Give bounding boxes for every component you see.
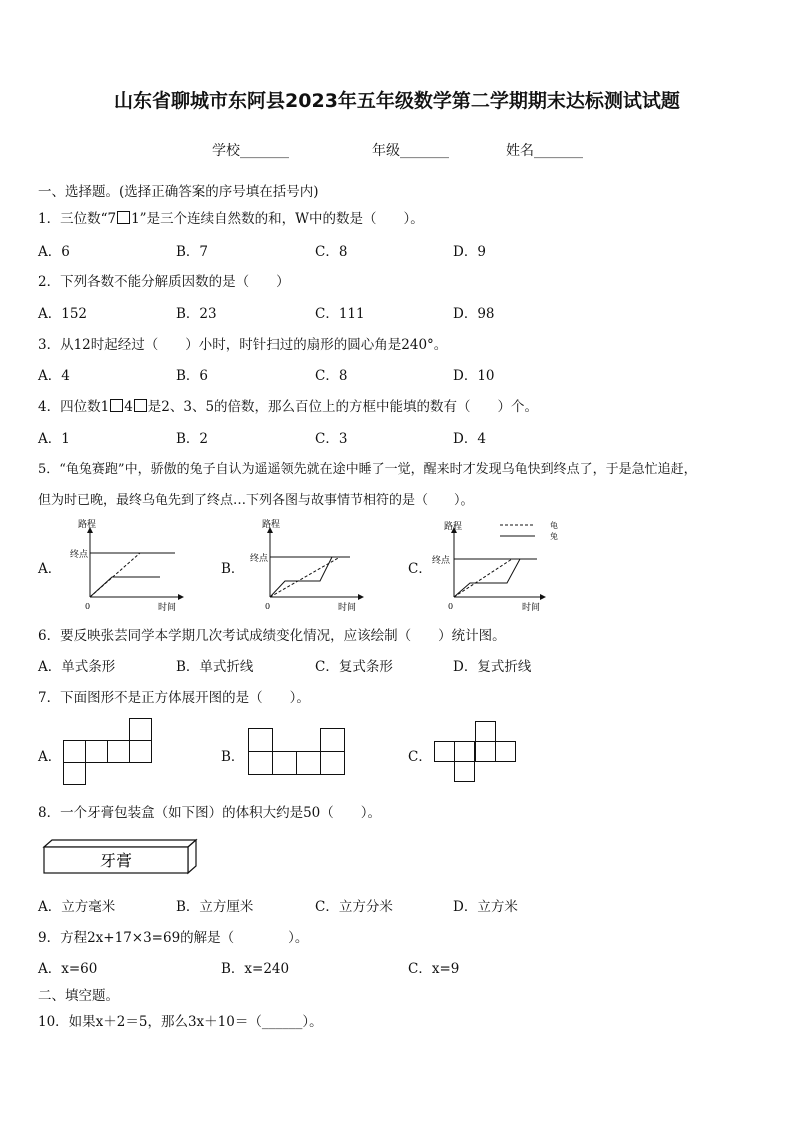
section-1-heading: 一、选择题。(选择正确答案的序号填在括号内) bbox=[38, 184, 319, 200]
question-7-option-b: B． bbox=[221, 749, 245, 765]
grade-field: 年级_______ bbox=[372, 143, 449, 159]
question-8-option-d: D．立方米 bbox=[453, 899, 518, 915]
x-axis-label: 时间 bbox=[338, 603, 357, 612]
legend-turtle-label: 龟 bbox=[550, 521, 558, 530]
y-axis-label: 路程 bbox=[262, 520, 281, 530]
toothpaste-box-label: 牙膏 bbox=[99, 851, 133, 870]
question-9-option-a: A．x=60 bbox=[38, 961, 98, 977]
question-9-stem: 9．方程2x+17×3=69的解是（ ）。 bbox=[38, 930, 309, 946]
question-4-option-d: D．4 bbox=[453, 431, 486, 447]
question-8-option-c: C．立方分米 bbox=[315, 899, 393, 915]
origin-label: 0 bbox=[85, 602, 91, 611]
question-6-option-a: A．单式条形 bbox=[38, 659, 116, 675]
question-3-stem: 3．从12时起经过（ ）小时，时针扫过的扇形的圆心角是240°。 bbox=[38, 337, 448, 353]
question-5-stem-line-2: 但为时已晚，最终乌龟先到了终点…下列各图与故事情节相符的是（ ）。 bbox=[38, 493, 474, 508]
question-5-option-b: B． bbox=[221, 561, 245, 577]
question-4-option-a: A．1 bbox=[38, 431, 70, 447]
question-2-option-a: A．152 bbox=[38, 306, 88, 322]
question-3-option-b: B．6 bbox=[176, 368, 209, 384]
question-5-option-a: A． bbox=[38, 561, 62, 577]
question-3-option-c: C．8 bbox=[315, 368, 348, 384]
question-9-option-c: C．x=9 bbox=[408, 961, 460, 977]
question-7-option-c: C． bbox=[408, 749, 432, 765]
blank-box-icon bbox=[134, 399, 147, 412]
question-8-option-a: A．立方毫米 bbox=[38, 899, 116, 915]
name-field: 姓名_______ bbox=[506, 143, 583, 159]
net-a bbox=[63, 718, 155, 786]
question-1-option-b: B．7 bbox=[176, 244, 209, 260]
net-b bbox=[248, 728, 348, 776]
net-c bbox=[434, 721, 520, 785]
question-1-option-a: A．6 bbox=[38, 244, 70, 260]
question-7-stem: 7．下面图形不是正方体展开图的是（ ）。 bbox=[38, 690, 310, 706]
question-6-option-c: C．复式条形 bbox=[315, 659, 393, 675]
question-4-stem bbox=[38, 395, 538, 415]
question-3-option-a: A．4 bbox=[38, 368, 70, 384]
question-4-stem-b: 4 bbox=[124, 399, 133, 415]
question-4-option-b: B．2 bbox=[176, 431, 209, 447]
question-4-stem-a: 4．四位数1 bbox=[38, 399, 110, 415]
graph-b bbox=[250, 517, 375, 612]
blank-box-icon bbox=[117, 211, 130, 224]
section-2-heading: 二、填空题。 bbox=[38, 988, 119, 1004]
question-9-option-b: B．x=240 bbox=[221, 961, 290, 977]
question-2-option-c: C．111 bbox=[315, 306, 365, 322]
blank-box-icon bbox=[110, 399, 123, 412]
question-1-stem bbox=[38, 207, 424, 227]
finish-label: 终点 bbox=[250, 554, 269, 564]
question-5-stem-line-1: 5．“龟兔赛跑”中，骄傲的兔子自认为遥遥领先就在途中睡了一觉，醒来时才发现乌龟快到终点了，于是急忙追赶， bbox=[38, 462, 697, 477]
question-2-stem: 2．下列各数不能分解质因数的是（ ） bbox=[38, 274, 290, 290]
school-field: 学校_______ bbox=[212, 143, 289, 159]
toothpaste-box bbox=[40, 838, 202, 878]
question-10-stem: 10．如果x＋2＝5，那么3x＋10＝（______）。 bbox=[38, 1014, 323, 1030]
question-1-option-d: D．9 bbox=[453, 244, 486, 260]
graph-c bbox=[432, 517, 567, 612]
finish-label: 终点 bbox=[70, 550, 89, 560]
question-1-option-c: C．8 bbox=[315, 244, 348, 260]
x-axis-label: 时间 bbox=[522, 603, 541, 612]
y-axis-label: 路程 bbox=[78, 520, 97, 530]
question-1-stem-b: 1”是三个连续自然数的和，W中的数是（ ）。 bbox=[131, 211, 424, 227]
graph-a bbox=[70, 517, 195, 612]
question-6-option-d: D．复式折线 bbox=[453, 659, 532, 675]
question-5-option-c: C． bbox=[408, 561, 432, 577]
question-3-option-d: D．10 bbox=[453, 368, 495, 384]
finish-label: 终点 bbox=[432, 556, 451, 566]
question-8-stem: 8．一个牙膏包装盒（如下图）的体积大约是50（ ）。 bbox=[38, 805, 382, 821]
legend-rabbit-label: 兔 bbox=[550, 532, 558, 541]
question-2-option-d: D．98 bbox=[453, 306, 495, 322]
question-7-option-a: A． bbox=[38, 749, 62, 765]
x-axis-label: 时间 bbox=[158, 603, 177, 612]
question-4-option-c: C．3 bbox=[315, 431, 348, 447]
question-8-option-b: B．立方厘米 bbox=[176, 899, 254, 915]
question-1-stem-a: 1．三位数“7 bbox=[38, 211, 117, 227]
question-6-option-b: B．单式折线 bbox=[176, 659, 254, 675]
origin-label: 0 bbox=[265, 602, 271, 611]
origin-label: 0 bbox=[448, 602, 454, 611]
question-4-stem-c: 是2、3、5的倍数，那么百位上的方框中能填的数有（ ）个。 bbox=[147, 399, 539, 415]
question-2-option-b: B．23 bbox=[176, 306, 217, 322]
y-axis-label: 路程 bbox=[444, 522, 463, 532]
page-title: 山东省聊城市东阿县2023年五年级数学第二学期期末达标测试试题 bbox=[114, 90, 680, 112]
question-6-stem: 6．要反映张芸同学本学期几次考试成绩变化情况，应该绘制（ ）统计图。 bbox=[38, 628, 506, 644]
